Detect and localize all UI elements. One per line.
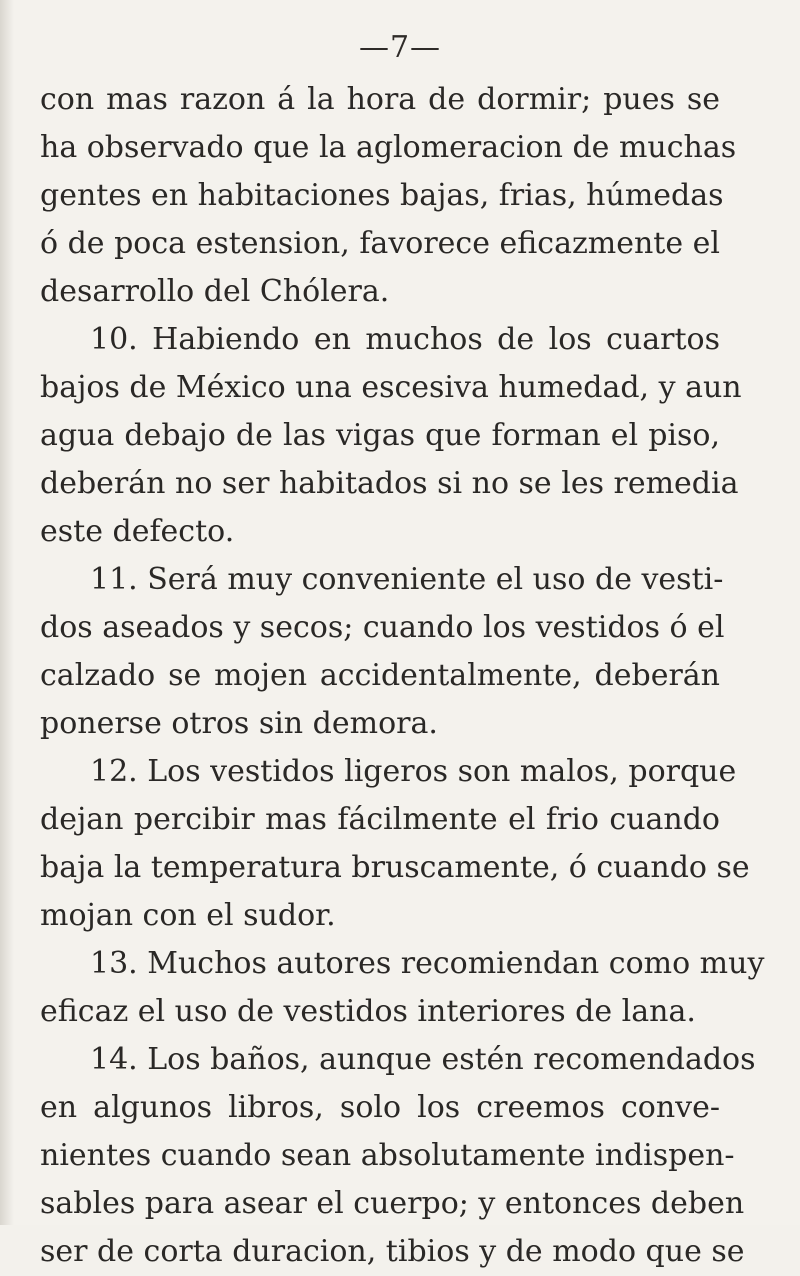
text-line: en algunos libros, solo los creemos conve-: [40, 1090, 720, 1125]
text-line: deberán no ser habitados si no se les remedia: [40, 466, 739, 501]
text-line: nientes cuando sean absolutamente indispen-: [40, 1138, 735, 1173]
page-number: —7—: [358, 30, 442, 65]
text-line: sables para asear el cuerpo; y entonces deben: [40, 1186, 745, 1221]
body-text: [40, 76, 765, 1276]
text-line: 14. Los baños, aunque estén recomendados: [90, 1042, 756, 1077]
text-line: gentes en habitaciones bajas, frias, húmedas: [40, 178, 724, 213]
text-line: 13. Muchos autores recomiendan como muy: [90, 946, 765, 981]
text-line: baja la temperatura bruscamente, ó cuando se: [40, 850, 750, 885]
text-line: dejan percibir mas fácilmente el frio cuando: [40, 802, 720, 837]
text-line: calzado se mojen accidentalmente, deberán: [40, 658, 720, 693]
text-line: ha observado que la aglomeracion de muchas: [40, 130, 737, 165]
text-line: eficaz el uso de vestidos interiores de lana.: [40, 994, 696, 1029]
text-line: bajos de México una escesiva humedad, y aun: [40, 370, 742, 405]
text-line: ponerse otros sin demora.: [40, 706, 438, 741]
text-line: mojan con el sudor.: [40, 898, 336, 933]
text-line: este defecto.: [40, 514, 235, 549]
text-line: desarrollo del Chólera.: [40, 274, 390, 309]
text-line: 10. Habiendo en muchos de los cuartos: [90, 322, 720, 357]
page-gutter: [0, 0, 14, 1225]
text-line: 12. Los vestidos ligeros son malos, porque: [90, 754, 737, 789]
text-line: ó de poca estension, favorece eficazmente el: [40, 226, 720, 261]
text-line: con mas razon á la hora de dormir; pues se: [40, 82, 720, 117]
text-line: ser de corta duracion, tibios y de modo que se: [40, 1234, 745, 1269]
text-line: agua debajo de las vigas que forman el piso,: [40, 418, 720, 453]
text-line: 11. Será muy conveniente el uso de vesti-: [90, 562, 724, 597]
text-line: dos aseados y secos; cuando los vestidos ó el: [40, 610, 725, 645]
